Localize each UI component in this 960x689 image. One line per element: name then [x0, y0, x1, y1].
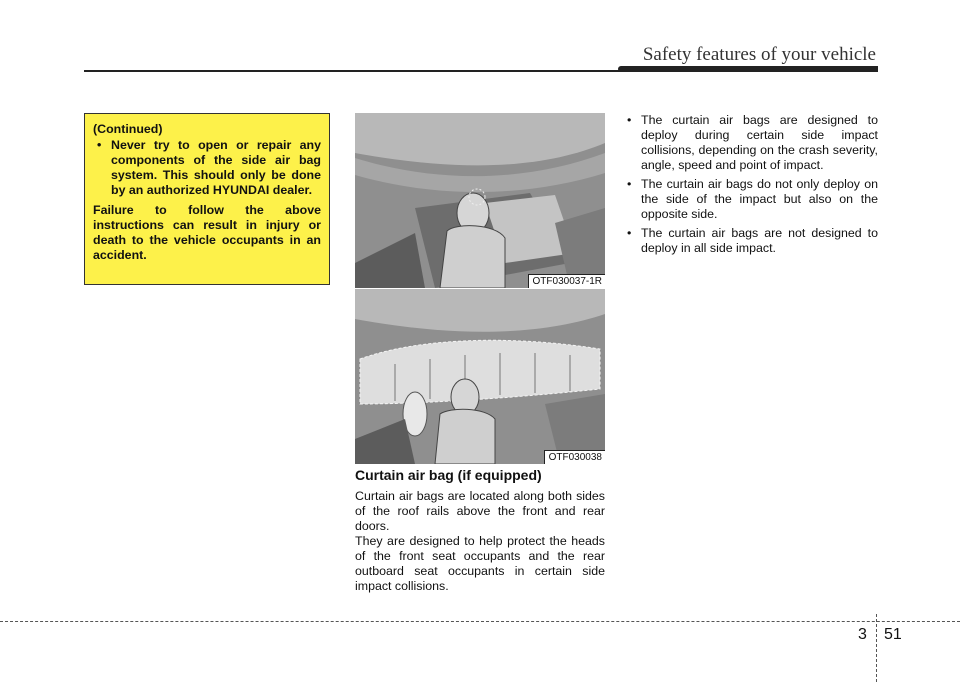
- note-item: [624, 177, 878, 222]
- warning-bullet: [93, 138, 321, 198]
- warning-continued: (Continued): [93, 122, 163, 136]
- note-text: The curtain air bags are not designed to deploy in all side impact.: [641, 226, 878, 255]
- figure-code: OTF030038: [544, 450, 605, 464]
- chapter-number: 3: [858, 626, 867, 643]
- warning-bullet-text: Never try to open or repair any components of the side air bag system. This should only be done by an authorized HYUNDAI dealer.: [111, 138, 321, 197]
- note-item: [624, 113, 878, 173]
- bullet-icon: •: [97, 138, 102, 152]
- figure-curtain-airbag-deployed: [355, 289, 605, 464]
- warning-closing: Failure to follow the above instructions can result in injury or death to the vehicle occupants in an accident.: [93, 203, 321, 262]
- section-paragraph: Curtain air bags are located along both sides of the roof rails above the front and rear doors.: [355, 489, 605, 533]
- page-header-title: Safety features of your vehicle: [642, 44, 876, 65]
- page-number: 51: [884, 626, 902, 643]
- section-paragraph: They are designed to help protect the heads of the front seat occupants and the rear outboard seat occupants in certain side impact collisions.: [355, 534, 605, 593]
- footer-divider: [876, 614, 877, 682]
- bullet-icon: •: [627, 177, 632, 191]
- note-text: The curtain air bags are designed to deploy during certain side impact collisions, depending on the crash severity, angle, speed and point of impact.: [641, 113, 878, 172]
- section-body: [355, 489, 605, 594]
- note-item: [624, 226, 878, 256]
- bullet-icon: •: [627, 113, 632, 127]
- notes-list: [624, 113, 878, 260]
- cabin-illustration-2: [355, 289, 605, 464]
- note-text: The curtain air bags do not only deploy on the side of the impact but also on the opposite side.: [641, 177, 878, 221]
- bullet-icon: •: [627, 226, 632, 240]
- header-rule-accent: [618, 66, 878, 72]
- cabin-illustration-1: [355, 113, 605, 288]
- section-heading: Curtain air bag (if equipped): [355, 467, 542, 483]
- figure-curtain-airbag-stowed: [355, 113, 605, 288]
- warning-box: [84, 113, 330, 285]
- footer-rule: [0, 621, 960, 622]
- figure-code: OTF030037-1R: [528, 274, 605, 288]
